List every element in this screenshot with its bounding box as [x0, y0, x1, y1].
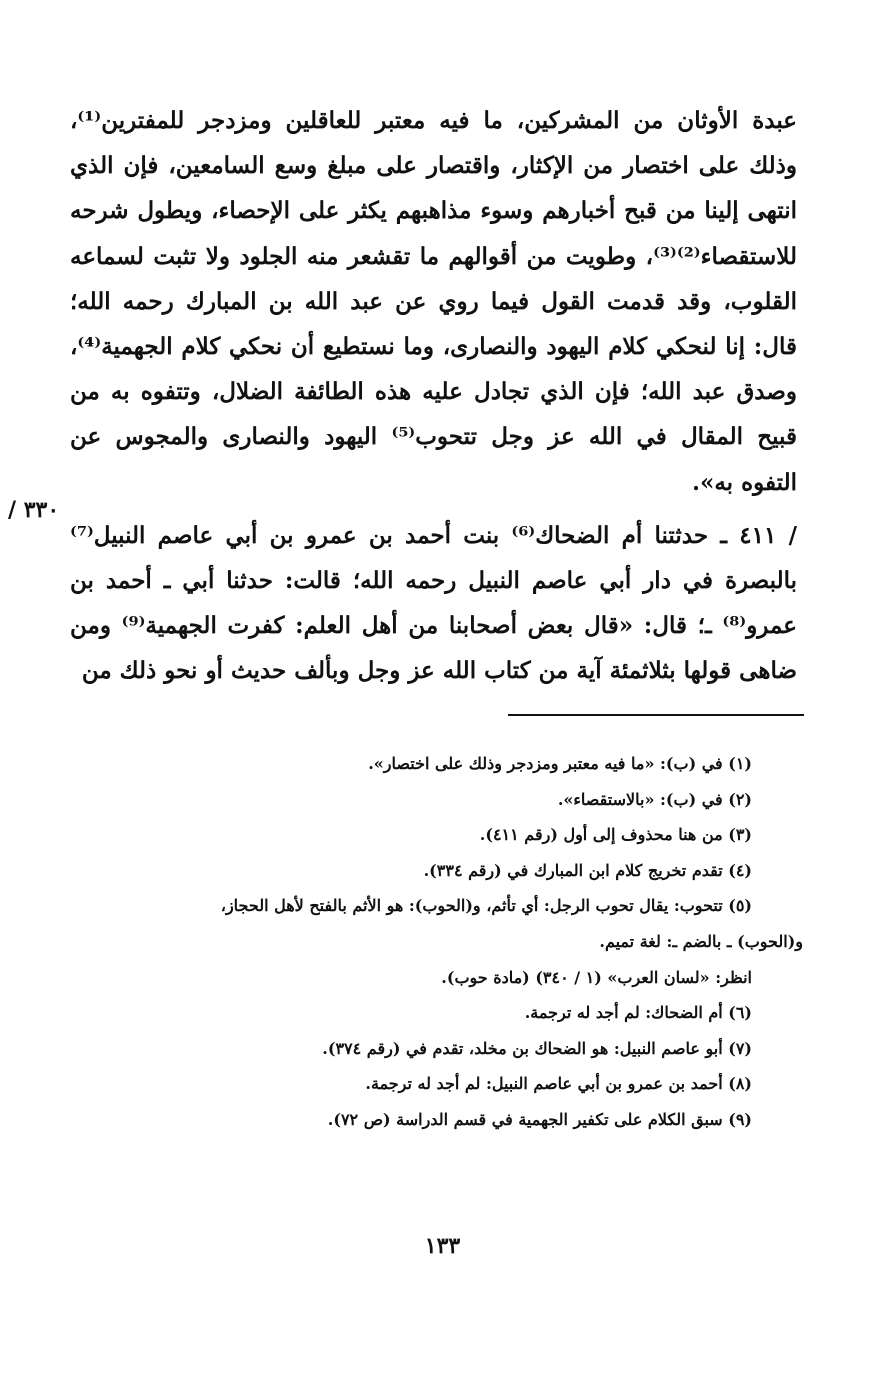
footnote-5-continued: و(الحوب) ـ بالضم ـ: لغة تميم.: [599, 931, 803, 951]
paragraph-2-text: ـ حدثتنا أم الضحاك⁽⁶⁾ بنت أحمد بن عمرو بن أبي عاصم النبيل⁽⁷⁾ بالبصرة في دار أبي عاصم النبيل رحمه الله؛ قالت: حدثنا أبي ـ أحمد بن عمرو⁽⁸⁾ ـ؛ قال: «قال بعض أصحابنا من أهل العلم: كفرت الجهمية⁽⁹⁾ ومن ضاهى قولها بثلاثمئة آية من كتاب الله عز وجل وبألف حديث أو نحو ذلك من: [70, 521, 798, 685]
main-text: [70, 98, 797, 694]
footnote-9: (٩) سبق الكلام على تكفير الجهمية في قسم الدراسة (ص ٧٢).: [327, 1109, 752, 1129]
footnote-1: (١) في (ب): «ما فيه معتبر ومزدجر وذلك على اختصار».: [368, 754, 752, 773]
footnote-5: (٥) تتحوب: يقال تحوب الرجل: أي تأثم، و(الحوب): هو الأثم بالفتح لأهل الحجاز،: [220, 896, 752, 916]
footnote-4: (٤) تقدم تخريج كلام ابن المبارك في (رقم ٣٣٤).: [423, 860, 752, 880]
margin-page-reference: / ٣٣٠: [8, 497, 60, 523]
footnotes: [78, 746, 803, 1138]
footnote-7: (٧) أبو عاصم النبيل: هو الضحاك بن مخلد، تقدم في (رقم ٣٧٤).: [322, 1038, 752, 1058]
footnote-separator: [508, 714, 804, 716]
footnote-2: (٢) في (ب): «بالاستقصاء».: [557, 789, 752, 809]
paragraph-2: [70, 513, 797, 694]
paragraph-1: عبدة الأوثان من المشركين، ما فيه معتبر للعاقلين ومزدجر للمفترين⁽¹⁾، وذلك على اختصار من الإكثار، واقتصار على مبلغ وسع السامعين، فإن الذي انتهى إلينا من قبح أخبارهم وسوء مذاهبهم يكثر على الإحصاء، ويطول شرحه للاستقصاء⁽²⁾⁽³⁾، وطويت من أقوالهم ما تقشعر منه الجلود ولا تثبت لسماعه القلوب، وقد قدمت القول فيما روي عن عبد الله بن المبارك رحمه الله؛ قال: إنا لنحكي كلام اليهود والنصارى، وما نستطيع أن نحكي كلام الجهمية⁽⁴⁾، وصدق عبد الله؛ فإن الذي تجادل عليه هذه الطائفة الضلال، وتتفوه به من قبيح المقال في الله عز وجل تتحوب⁽⁵⁾ اليهود والنصارى والمجوس عن التفوه به».: [70, 107, 797, 496]
footnote-8: (٨) أحمد بن عمرو بن أبي عاصم النبيل: لم أجد له ترجمة.: [365, 1074, 752, 1094]
footnote-3: (٣) من هنا محذوف إلى أول (رقم ٤١١).: [479, 825, 752, 845]
page-number: ١٣٣: [424, 1233, 461, 1259]
footnote-5-reference: انظر: «لسان العرب» (١ / ٣٤٠) (مادة حوب).: [441, 967, 752, 987]
footnote-6: (٦) أم الضحاك: لم أجد له ترجمة.: [524, 1003, 752, 1023]
hadith-number: / ٤١١: [739, 521, 798, 549]
